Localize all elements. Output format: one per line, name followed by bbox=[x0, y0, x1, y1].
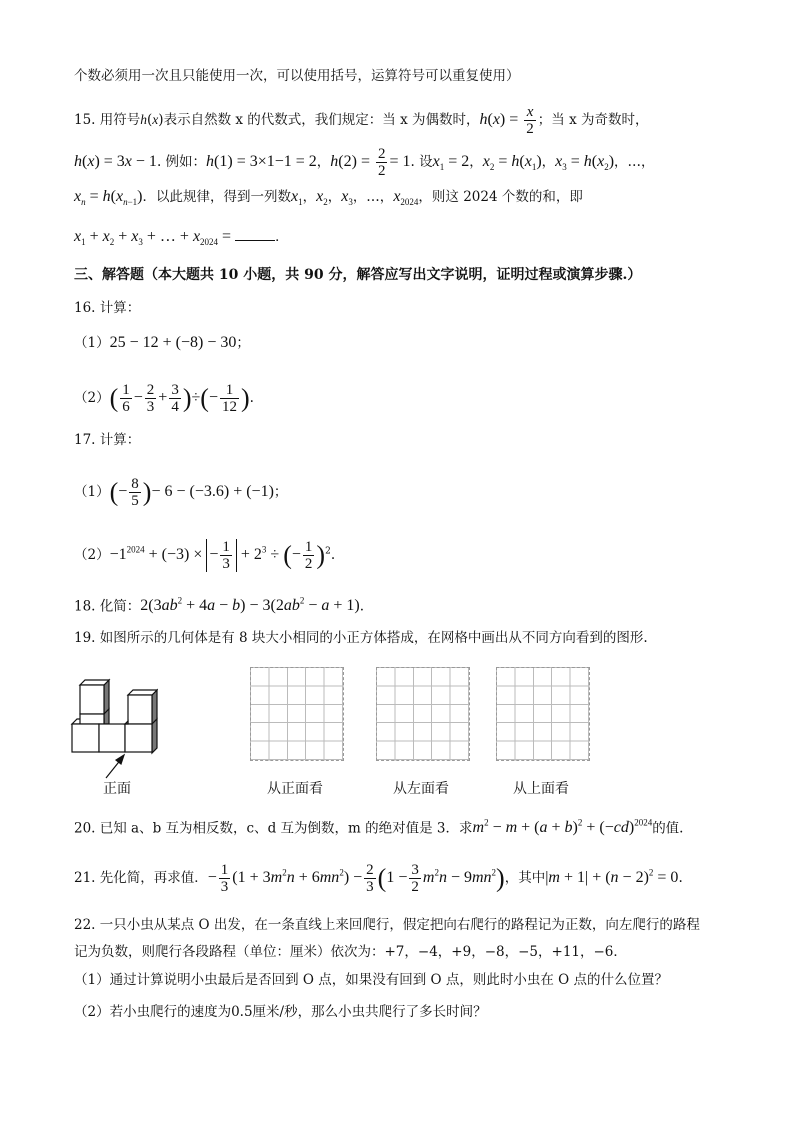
q19-title: 19. 如图所示的几何体是有 8 块大小相同的小正方体搭成，在网格中画出从不同方向看到的图形. bbox=[74, 630, 648, 646]
q21: 21. 先化简，再求值．− $\frac{1}{3}$ $(1 + 3m^2n + 6mn^2)$ − $\frac{2}{3}$ (1 − $\frac{3}{2}$ $m^2n - 9mn^2$)，其中$|m + 1| + (n - 2)^2 = 0$. bbox=[74, 862, 683, 895]
q20: 20. 已知 a、b 互为相反数，c、d 互为倒数，m 的绝对值是 3．求$m^2 - m + (a + b)^2 + (-cd)^{2024}$的值. bbox=[74, 818, 684, 837]
q15-text-b: 表示自然数 x 的代数式，我们规定：当 x 为偶数时， bbox=[163, 112, 480, 128]
q15-text-a: 15. 用符号 bbox=[74, 112, 141, 128]
q16-title: 16. 计算： bbox=[74, 300, 141, 316]
cube-solid-figure bbox=[68, 660, 158, 792]
q15-text-c: ；当 x 为奇数时， bbox=[537, 112, 649, 128]
q22-line1: 22. 一只小虫从某点 O 出发，在一条直线上来回爬行，假定把向右爬行的路程记为正数，向左爬行的路程 bbox=[74, 917, 700, 933]
grid-left-view[interactable] bbox=[376, 667, 470, 761]
caption-left-view: 从左面看 bbox=[393, 781, 449, 797]
q20-text-b: 的值. bbox=[652, 820, 684, 837]
q17-title: 17. 计算： bbox=[74, 432, 141, 448]
continuation-line: 个数必须用一次且只能使用一次，可以使用括号，运算符号可以重复使用） bbox=[74, 68, 520, 84]
front-label: 正面 bbox=[103, 781, 131, 797]
q22-line2: 记为负数，则爬行各段路程（单位：厘米）依次为：+7，−4，+9，−8，−5，+11，−6． bbox=[74, 944, 627, 960]
q15-text-e: . 设 bbox=[410, 154, 433, 170]
q15-text-f: 以此规律，得到一列数 bbox=[155, 189, 291, 205]
q17-part2: $(2)-1^{2024} + (-3)$ × − $\frac{1}{3}$ + $2^3$ ÷ (− $\frac{1}{2}$ )$^2$. bbox=[74, 539, 336, 572]
q17-part1: （1）(− $\frac{8}{5}$ )− 6 − (−3.6) + (−1)； bbox=[74, 476, 288, 509]
answer-blank[interactable] bbox=[235, 228, 275, 241]
caption-front-view: 从正面看 bbox=[267, 781, 323, 797]
caption-top-view: 从上面看 bbox=[513, 781, 569, 797]
q18: 18. 化简：$2(3ab^2 + 4a - b) - 3(2ab^2 - a + 1)$. bbox=[74, 596, 365, 615]
grid-front-view[interactable] bbox=[250, 667, 344, 761]
section-3-heading: 三、解答题（本大题共 10 小题，共 90 分，解答应写出文字说明，证明过程或演算步骤.） bbox=[74, 267, 642, 283]
q16-p1-label: （1） bbox=[74, 335, 110, 351]
q15-line1: 15. 用符号h(x)表示自然数 x 的代数式，我们规定：当 x 为偶数时，h(x) = $\frac{x}{2}$ ；当 x 为奇数时， bbox=[74, 104, 649, 137]
q21-text-b: ，其中 bbox=[504, 870, 546, 886]
q16-part1: （1）25 − 12 + (−8) − 30； bbox=[74, 334, 250, 351]
q22-part1: （1）通过计算说明小虫最后是否回到 O 点，如果没有回到 O 点，则此时小虫在 O 点的什么位置？ bbox=[74, 972, 669, 988]
q15-line3: $x_n = h(x_{n-1})$．以此规律，得到一列数$x_1$，$x_2$，$x_3$，…，$x_{2024}$，则这 2024 个数的和，即 bbox=[74, 188, 583, 208]
q18-title: 18. 化简： bbox=[74, 598, 141, 615]
q15-line2: h(x) = 3x − 1. 例如：h(1) = 3×1−1 = 2，h(2) = $\frac{2}{2}$ = 1. 设$x_1 = 2$，$x_2 = h(x_1)$，$x_3 = h(x_2)$，…， bbox=[74, 146, 655, 179]
q17-p2-label: （2） bbox=[74, 547, 110, 563]
q22-part2: （2）若小虫爬行的速度为0.5厘米/秒，那么小虫共爬行了多长时间？ bbox=[74, 1004, 487, 1020]
q20-text-a: 20. 已知 a、b 互为相反数，c、d 互为倒数，m 的绝对值是 3．求 bbox=[74, 820, 473, 837]
q15-text-g: ，则这 2024 个数的和，即 bbox=[418, 189, 583, 205]
grid-top-view[interactable] bbox=[496, 667, 590, 761]
q15-line4: $x_1 + x_2 + x_3$ + … + $x_{2024}$ = ． bbox=[74, 228, 289, 248]
q17-p1-label: （1） bbox=[74, 484, 110, 500]
q16-p2-label: （2） bbox=[74, 390, 110, 406]
q21-text-a: 21. 先化简，再求值． bbox=[74, 870, 208, 886]
q16-part2: （2）( $\frac{1}{6}$ − $\frac{2}{3}$ + $\frac{3}{4}$ )÷(− $\frac{1}{12}$ ). bbox=[74, 382, 254, 415]
q15-text-d: . 例如： bbox=[156, 154, 207, 170]
